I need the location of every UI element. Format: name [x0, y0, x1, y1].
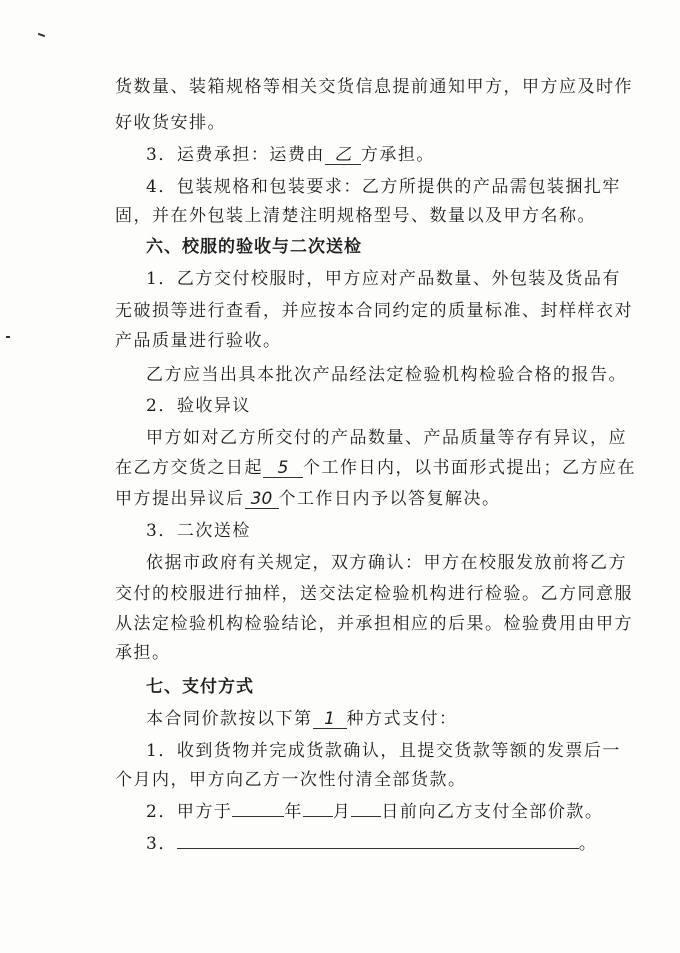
clause-text: 在乙方交货之日起	[115, 458, 263, 478]
handwritten-fill: 乙	[325, 146, 361, 165]
scan-speck	[38, 33, 45, 37]
clause-text: 日前向乙方支付全部价款。	[381, 802, 604, 822]
clause-text: 本合同价款按以下第	[146, 709, 313, 729]
payment-other-line	[146, 832, 597, 855]
paragraph-line: 3．二次送检	[146, 521, 251, 541]
paragraph-line: 个月内，甲方向乙方一次性付清全部货款。	[115, 770, 467, 790]
paragraph-line: 乙方应当出具本批次产品经法定检验机构检验合格的报告。	[146, 365, 627, 385]
reply-days-line	[115, 488, 501, 510]
blank-day	[351, 800, 381, 817]
section-heading-6: 六、校服的验收与二次送检	[146, 237, 362, 257]
section-heading-7: 七、支付方式	[146, 677, 254, 697]
paragraph-line: 无破损等进行查看，并应按本合同约定的质量标准、封样样衣对	[115, 301, 633, 321]
clause-text: 个工作日内予以答复解决。	[278, 489, 501, 509]
paragraph-line: 1．乙方交付校服时，甲方应对产品数量、外包装及货品有	[146, 269, 621, 289]
clause-text: 月	[332, 802, 352, 822]
blank-month	[303, 800, 333, 817]
paragraph-line: 交付的校服进行抽样，送交法定检验机构进行检验。乙方同意服	[115, 584, 633, 604]
blank-other	[177, 832, 579, 849]
clause-text: 3．	[146, 834, 177, 854]
scan-speck	[6, 336, 10, 338]
clause-text: 方承担。	[360, 145, 435, 165]
payment-date-line	[146, 800, 603, 823]
paragraph-line: 1．收到货物并完成货款确认，且提交货款等额的发票后一	[146, 741, 621, 761]
clause-text: 甲方提出异议后	[115, 489, 245, 509]
payment-method-line	[146, 708, 458, 730]
blank-year	[232, 800, 284, 817]
paragraph-line: 固，并在外包装上清楚注明规格型号、数量以及甲方名称。	[115, 206, 596, 226]
handwritten-fill: 30	[245, 490, 279, 509]
clause-text: 。	[578, 834, 598, 854]
clause-text: 3．运费承担：运费由	[146, 145, 325, 165]
paragraph-line: 从法定检验机构检验结论，并承担相应的后果。检验费用由甲方	[115, 614, 633, 634]
objection-days-line	[115, 457, 636, 479]
clause-text: 个工作日内，以书面形式提出；乙方应在	[303, 458, 636, 478]
paragraph-line: 依据市政府有关规定，双方确认：甲方在校服发放前将乙方	[146, 553, 627, 573]
paragraph-line: 4．包装规格和包装要求：乙方所提供的产品需包装捆扎牢	[146, 177, 621, 197]
transport-cost-clause	[146, 144, 435, 166]
clause-text: 年	[284, 802, 303, 822]
paragraph-line: 承担。	[115, 643, 171, 663]
clause-text: 种方式支付：	[346, 709, 458, 729]
clause-text: 2．甲方于	[146, 802, 233, 822]
handwritten-fill: 1	[313, 710, 347, 729]
paragraph-line: 好收货安排。	[115, 113, 226, 133]
paragraph-line: 甲方如对乙方所交付的产品数量、产品质量等存有异议，应	[146, 428, 627, 448]
paragraph-line: 产品质量进行验收。	[115, 331, 282, 351]
paragraph-line: 货数量、装箱规格等相关交货信息提前通知甲方，甲方应及时作	[115, 77, 633, 97]
paragraph-line: 2．验收异议	[146, 396, 251, 416]
handwritten-fill: 5	[263, 459, 303, 478]
